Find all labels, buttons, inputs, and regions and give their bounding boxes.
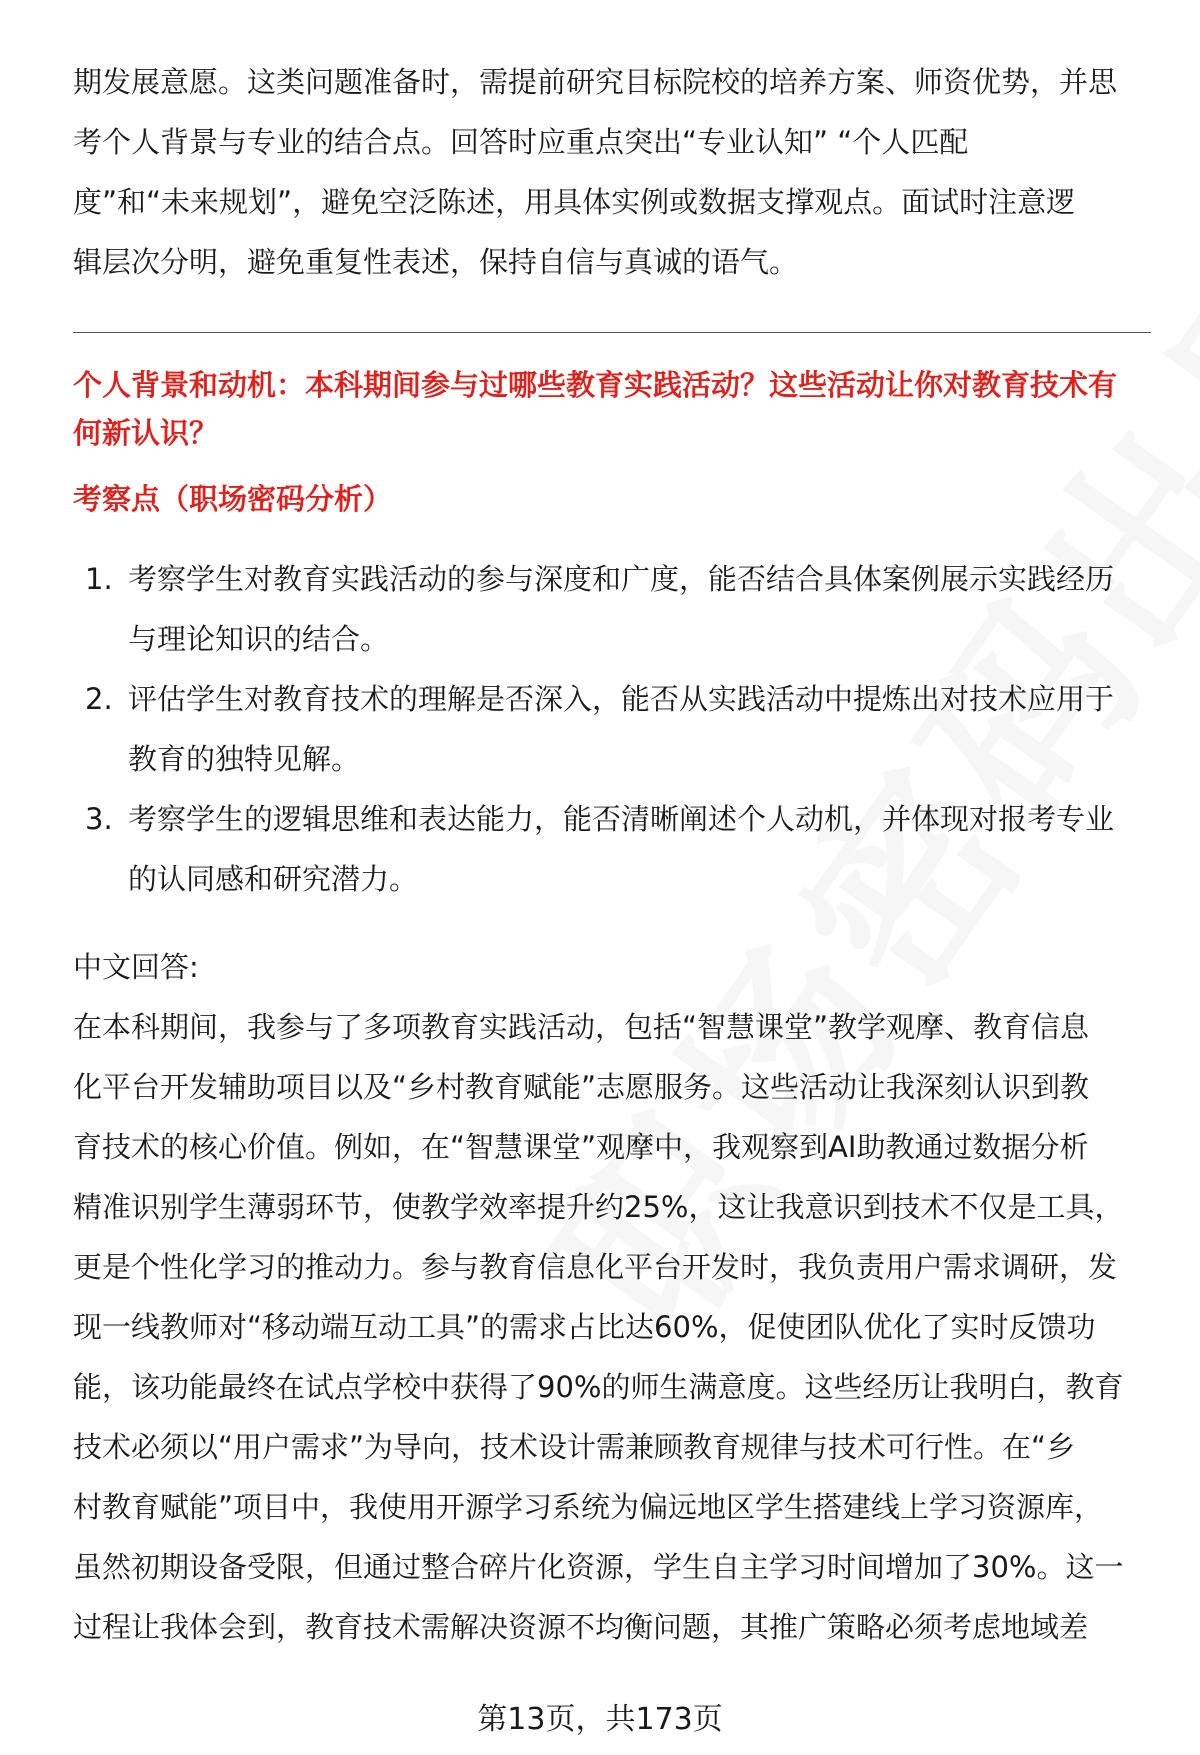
text-line: 精准识别学生薄弱环节，使教学效率提升约25%，这让我意识到技术不仅是工具， (73, 1190, 1124, 1224)
text-line: 化平台开发辅助项目以及“乡村教育赋能”志愿服务。这些活动让我深刻认识到教 (73, 1070, 1090, 1104)
text-line: 过程让我体会到，教育技术需解决资源不均衡问题，其推广策略必须考虑地域差 (73, 1610, 1089, 1644)
list-item-line: 评估学生对教育技术的理解是否深入，能否从实践活动中提炼出对技术应用于 (128, 682, 1115, 716)
text-line: 考个人背景与专业的结合点。回答时应重点突出“专业认知” “个人匹配 (73, 125, 969, 159)
text-line: 虽然初期设备受限，但通过整合碎片化资源，学生自主学习时间增加了30%。这一 (73, 1550, 1124, 1584)
list-item-line: 考察学生对教育实践活动的参与深度和广度，能否结合具体案例展示实践经历 (128, 562, 1115, 596)
text-line: 村教育赋能”项目中，我使用开源学习系统为偏远地区学生搭建线上学习资源库， (73, 1490, 1104, 1524)
assessment-points-list (73, 549, 1148, 909)
text-line: 技术必须以“用户需求”为导向，技术设计需兼顾教育规律与技术可行性。在“乡 (73, 1430, 1076, 1464)
question-title-line: 个人背景和动机：本科期间参与过哪些教育实践活动？这些活动让你对教育技术有 (73, 368, 1118, 402)
list-item-line: 的认同感和研究潜力。 (128, 862, 419, 896)
list-number: 2. (85, 682, 113, 716)
section-divider (73, 332, 1151, 333)
text-line: 育技术的核心价值。例如，在“智慧课堂”观摩中，我观察到AI助教通过数据分析 (73, 1130, 1089, 1164)
answer-label: 中文回答: (73, 950, 199, 984)
text-line: 现一线教师对“移动端互动工具”的需求占比达60%，促使团队优化了实时反馈功 (73, 1310, 1096, 1344)
text-line: 期发展意愿。这类问题准备时，需提前研究目标院校的培养方案、师资优势，并思 (73, 65, 1118, 99)
list-item-line: 教育的独特见解。 (128, 742, 361, 776)
list-item-line: 与理论知识的结合。 (128, 622, 390, 656)
question-title (73, 361, 1148, 457)
text-line: 在本科期间，我参与了多项教育实践活动，包括“智慧课堂”教学观摩、教育信息 (73, 1010, 1090, 1044)
assessment-points-heading: 考察点（职场密码分析） (73, 482, 393, 516)
page-content (73, 52, 1148, 1657)
list-item (73, 789, 1148, 909)
list-item-line: 考察学生的逻辑思维和表达能力，能否清晰阐述个人动机，并体现对报考专业 (128, 802, 1115, 836)
list-item (73, 669, 1148, 789)
text-line: 能，该功能最终在试点学校中获得了90%的师生满意度。这些经历让我明白，教育 (73, 1370, 1124, 1404)
text-line: 更是个性化学习的推动力。参与教育信息化平台开发时，我负责用户需求调研，发 (73, 1250, 1118, 1284)
text-line: 辑层次分明，避免重复性表述，保持自信与真诚的语气。 (73, 245, 799, 279)
text-line: 度”和“未来规划”，避免空泛陈述，用具体实例或数据支撑观点。面试时注意逻 (73, 185, 1076, 219)
list-number: 1. (85, 562, 113, 596)
answer-paragraph (73, 997, 1148, 1657)
question-title-line: 何新认识？ (73, 416, 219, 450)
list-item (73, 549, 1148, 669)
page-footer: 第13页，共173页 (477, 1702, 723, 1737)
list-number: 3. (85, 802, 113, 836)
previous-paragraph (73, 52, 1148, 292)
